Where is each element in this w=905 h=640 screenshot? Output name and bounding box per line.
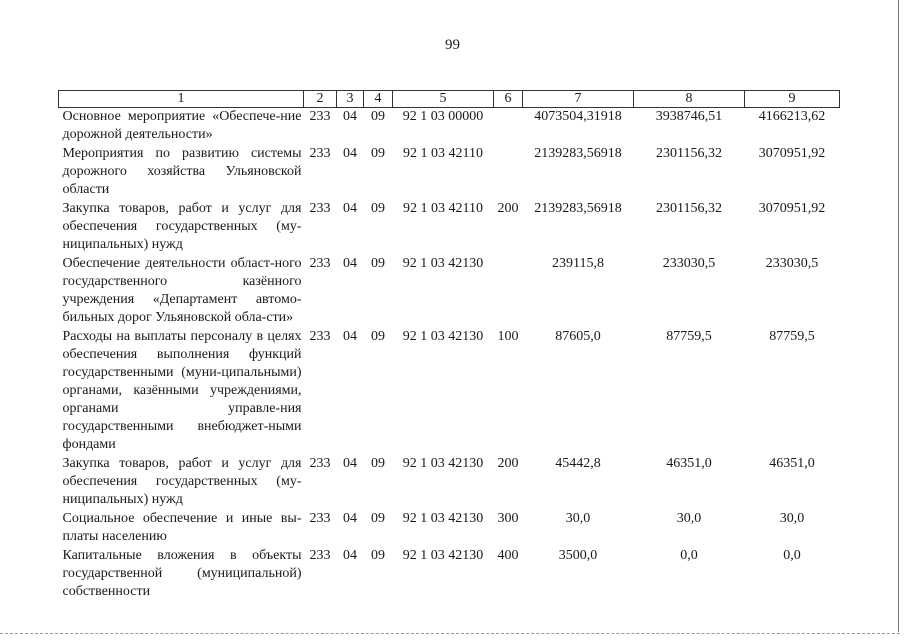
table-row xyxy=(59,200,840,255)
cell-amount-col9: 0,0 xyxy=(783,548,801,563)
page-number: 99 xyxy=(445,37,460,53)
cell-subsection: 09 xyxy=(371,146,385,161)
cell-amount-col7: 4073504,31918 xyxy=(534,109,622,124)
cell-subsection: 09 xyxy=(371,456,385,471)
cell-amount-col9: 4166213,62 xyxy=(758,109,826,124)
cell-amount-col8: 0,0 xyxy=(680,548,698,563)
cell-section: 04 xyxy=(343,109,357,124)
column-header: 4 xyxy=(364,91,393,108)
cell-amount-col9: 233030,5 xyxy=(765,256,819,271)
column-header: 1 xyxy=(59,91,304,108)
cell-amount-col8: 2301156,32 xyxy=(656,201,722,216)
cell-section: 04 xyxy=(343,201,357,216)
cell-amount-col8: 30,0 xyxy=(676,511,702,526)
table-row xyxy=(59,455,840,510)
column-header: 5 xyxy=(393,91,494,108)
cell-expense-type xyxy=(494,145,523,200)
cell-expense-type: 200 xyxy=(497,201,519,216)
column-header: 9 xyxy=(745,91,840,108)
cell-section: 04 xyxy=(343,456,357,471)
cell-amount-col7: 3500,0 xyxy=(558,548,598,563)
row-name: Расходы на выплаты персоналу в целях обеспечения выполнения функций государственными (муни-ципальными) органами, казёнными учреждениями, органами управле-ния государственными внебюджет-ными фондами xyxy=(62,329,302,452)
cell-target-article: 92 1 03 42110 xyxy=(403,201,483,216)
cell-ministry: 233 xyxy=(309,511,331,526)
column-number-row xyxy=(59,91,840,108)
table-row xyxy=(59,255,840,328)
row-name: Капитальные вложения в объекты государственной (муниципальной) собственности xyxy=(62,548,302,599)
column-header: 2 xyxy=(304,91,337,108)
row-name: Социальное обеспечение и иные вы-платы населению xyxy=(62,511,302,544)
cell-ministry: 233 xyxy=(309,256,331,271)
cell-amount-col8: 3938746,51 xyxy=(655,109,723,124)
table-row xyxy=(59,510,840,547)
cell-target-article: 92 1 03 42130 xyxy=(402,511,484,526)
cell-amount-col7: 87605,0 xyxy=(555,329,601,344)
cell-subsection: 09 xyxy=(371,548,385,563)
cell-amount-col8: 233030,5 xyxy=(662,256,716,271)
page-edge-right xyxy=(898,0,899,632)
cell-expense-type: 200 xyxy=(497,456,519,471)
cell-ministry: 233 xyxy=(309,456,331,471)
cell-subsection: 09 xyxy=(371,256,385,271)
cell-subsection: 09 xyxy=(371,109,385,124)
cell-subsection: 09 xyxy=(371,329,385,344)
cell-section: 04 xyxy=(343,146,357,161)
cell-expense-type: 400 xyxy=(497,548,519,563)
cell-ministry: 233 xyxy=(309,201,331,216)
cell-ministry: 233 xyxy=(309,109,331,124)
cell-target-article: 92 1 03 42110 xyxy=(403,146,483,161)
cell-target-article: 92 1 03 42130 xyxy=(402,456,484,471)
cell-target-article: 92 1 03 00000 xyxy=(402,109,484,124)
cell-amount-col9: 3070951,92 xyxy=(758,201,826,216)
cell-section: 04 xyxy=(343,256,357,271)
page-edge-bottom xyxy=(0,633,900,634)
cell-expense-type: 300 xyxy=(497,511,519,526)
cell-amount-col9: 3070951,92 xyxy=(758,146,826,161)
cell-expense-type xyxy=(494,255,523,328)
cell-ministry: 233 xyxy=(309,146,331,161)
cell-target-article: 92 1 03 42130 xyxy=(402,256,484,271)
cell-subsection: 09 xyxy=(371,201,385,216)
cell-section: 04 xyxy=(343,329,357,344)
row-name: Основное мероприятие «Обеспече-ние дорожной деятельности» xyxy=(62,109,302,142)
row-name: Обеспечение деятельности област-ного государственного казённого учреждения «Департамент автомо-бильных дорог Ульяновской обла-сти» xyxy=(62,256,302,325)
cell-amount-col7: 2139283,56918 xyxy=(534,146,622,161)
cell-amount-col7: 30,0 xyxy=(565,511,591,526)
cell-amount-col9: 87759,5 xyxy=(769,329,815,344)
cell-amount-col9: 30,0 xyxy=(779,511,805,526)
column-header: 8 xyxy=(634,91,745,108)
row-name: Мероприятия по развитию системы дорожного хозяйства Ульяновской области xyxy=(62,146,302,197)
cell-amount-col8: 2301156,32 xyxy=(656,146,722,161)
cell-expense-type xyxy=(494,108,523,146)
table-row xyxy=(59,108,840,146)
cell-amount-col7: 45442,8 xyxy=(555,456,601,471)
budget-table xyxy=(58,90,840,602)
column-header: 7 xyxy=(523,91,634,108)
cell-amount-col8: 87759,5 xyxy=(666,329,712,344)
cell-ministry: 233 xyxy=(309,329,331,344)
cell-expense-type: 100 xyxy=(497,329,519,344)
table-row xyxy=(59,547,840,602)
cell-amount-col7: 239115,8 xyxy=(552,256,604,271)
cell-section: 04 xyxy=(343,511,357,526)
cell-subsection: 09 xyxy=(371,511,385,526)
cell-amount-col8: 46351,0 xyxy=(666,456,712,471)
row-name: Закупка товаров, работ и услуг для обеспечения государственных (му-ниципальных) нужд xyxy=(62,456,302,507)
cell-section: 04 xyxy=(343,548,357,563)
cell-amount-col7: 2139283,56918 xyxy=(534,201,622,216)
cell-amount-col9: 46351,0 xyxy=(769,456,815,471)
row-name: Закупка товаров, работ и услуг для обеспечения государственных (му-ниципальных) нужд xyxy=(62,201,302,252)
table-row xyxy=(59,145,840,200)
cell-target-article: 92 1 03 42130 xyxy=(402,329,484,344)
column-header: 3 xyxy=(337,91,364,108)
table-row xyxy=(59,328,840,455)
cell-ministry: 233 xyxy=(309,548,331,563)
column-header: 6 xyxy=(494,91,523,108)
cell-target-article: 92 1 03 42130 xyxy=(402,548,484,563)
